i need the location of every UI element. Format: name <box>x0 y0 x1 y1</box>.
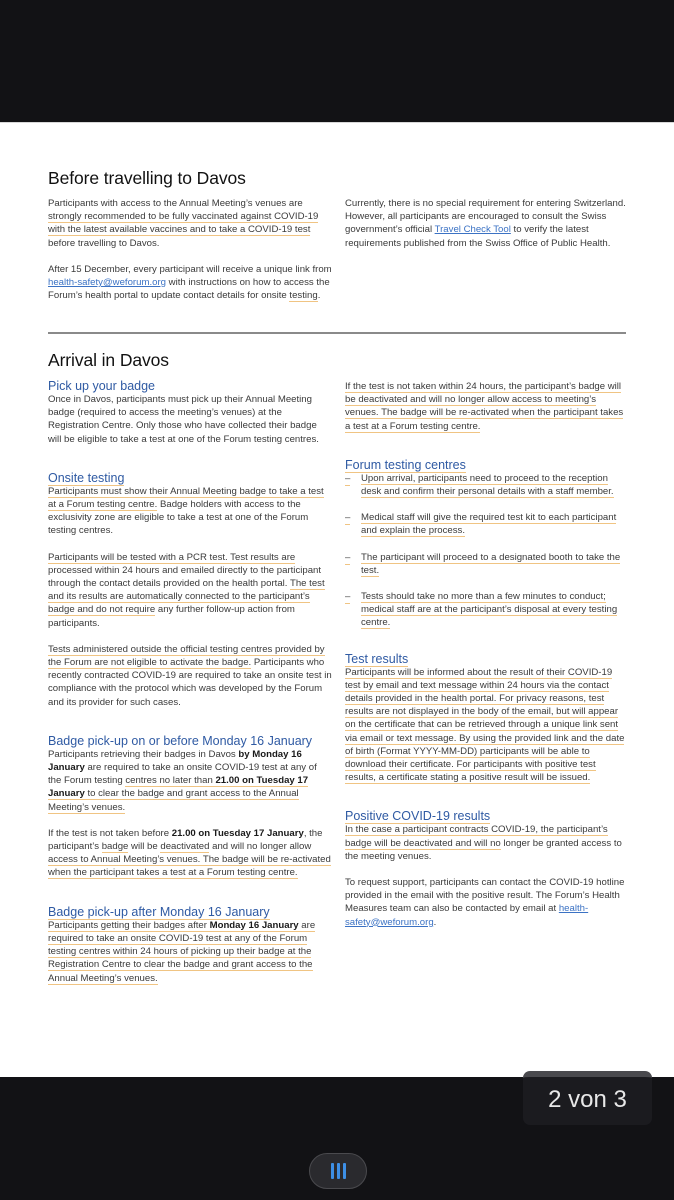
health-safety-email-link[interactable]: health-safety@weforum.org <box>48 277 166 289</box>
heading-badge-before-monday: Badge pick-up on or before Monday 16 January <box>48 733 313 748</box>
testing-step-4: – Tests should take no more than a few minutes to conduct; medical staff are at the participant’s disposal at every testing centre. <box>345 591 618 629</box>
heading-pick-up-badge: Pick up your badge <box>48 379 156 393</box>
thumbnails-icon-bar <box>343 1163 346 1179</box>
document-page <box>0 122 674 1077</box>
thumbnails-button[interactable] <box>309 1153 367 1189</box>
badge-before-monday-p2: If the test is not taken before 21.00 on Tuesday 17 January, the participant’s badge will be deactivated and will no longer allow access to Annual Meeting’s venues. The badge will be re-activated when the participant takes a test at a Forum testing centre. <box>48 827 331 879</box>
thumbnails-icon <box>331 1163 334 1179</box>
heading-test-results: Test results <box>345 651 409 666</box>
heading-forum-testing-centres: Forum testing centres <box>345 457 466 472</box>
health-safety-email-link-2[interactable]: health-safety@weforum.org <box>345 903 589 928</box>
positive-results-p1: In the case a participant contracts COVID-19, the participant’s badge will be deactivated and will no longer be granted access to the meeting venues. <box>345 824 622 862</box>
section-title-arrival: Arrival in Davos <box>48 350 169 370</box>
arrival-left-column <box>48 379 332 985</box>
vaccination-paragraph: Participants with access to the Annual Meeting’s venues are strongly recommended to be fully vaccinated against COVID-19 with the latest available vaccines and to take a COVID-19 test before travelling to Davos. <box>48 198 319 249</box>
before-left-column <box>48 197 332 302</box>
swiss-requirements-paragraph: Currently, there is no special requirement for entering Switzerland. However, all participants are encouraged to consult the Swiss government’s official Travel Check Tool to verify the latest requirements published from the Swiss Office of Public Health. <box>345 198 626 249</box>
heading-onsite-testing: Onsite testing <box>48 470 125 485</box>
testing-step-1: – Upon arrival, participants need to proceed to the reception desk and confirm their personal details with a staff member. <box>345 472 614 498</box>
testing-step-2: – Medical staff will give the required test kit to each participant and explain the process. <box>345 512 617 537</box>
unique-link-paragraph: After 15 December, every participant will receive a unique link from health-safety@weforum.org with instructions on how to access the Forum’s health portal to update contact details for onsite testing. <box>48 263 332 302</box>
viewer-top-bar <box>0 0 674 122</box>
travel-check-tool-link[interactable]: Travel Check Tool <box>434 224 511 236</box>
badge-after-monday-p1: Participants getting their badges after Monday 16 January are required to take an onsite COVID-19 test at any of the Forum testing centres within 24 hours of picking up their badge at the Registration Centre to clear the badge and grant access to the Annual Meeting’s venues. <box>48 919 316 984</box>
page-indicator: 2 von 3 <box>523 1071 652 1125</box>
before-right-column <box>345 197 629 250</box>
heading-badge-after-monday: Badge pick-up after Monday 16 January <box>48 904 270 919</box>
badge-before-monday-p1: Participants retrieving their badges in Davos by Monday 16 January are required to take an onsite COVID-19 test at any of the Forum testing centres no later than 21.00 on Tuesday 17 January to clear the badge and grant access to the Annual Meeting’s venues. <box>48 748 317 813</box>
onsite-testing-p2: Participants will be tested with a PCR test. Test results are processed within 24 hours and emailed directly to the participant through the contact details provided on the health portal. The test and its results are automatically connected to the participant’s badge and do not require any further follow-up action from participants. <box>48 551 325 629</box>
heading-positive-results: Positive COVID-19 results <box>345 809 491 824</box>
positive-results-p2: To request support, participants can contact the COVID-19 hotline provided in the email with the positive result. The Forum’s Health Measures team can also be contacted by email at health-safety@weforum.org. <box>345 877 625 928</box>
pick-up-badge-text: Once in Davos, participants must pick up their Annual Meeting badge (required to access the meeting’s venues) at the Registration Centre. Only those who have collected their badge will be eligible to take a test at one of the Forum testing centres. <box>48 394 319 445</box>
thumbnails-icon-bar <box>337 1163 340 1179</box>
onsite-testing-p3: Tests administered outside the official testing centres provided by the Forum are not eligible to activate the badge. Participants who recently contracted COVID-19 are required to take an onsite test in compliance with the protocol which was developed by the Forum and its provider for such cases. <box>48 643 332 708</box>
onsite-testing-p1: Participants must show their Annual Meeting badge to take a test at a Forum testing centre. Badge holders with access to the exclusivity zone are eligible to take a test at one of the Forum testing centres. <box>48 485 324 537</box>
test-results-text: Participants will be informed about the result of their COVID-19 test by email and text message within 24 hours via the contact details provided in the health portal. For privacy reasons, test results are not displayed in the body of the email, but will appear on the certificate that can be retrieved through a unique link sent via email or text message. By using the provided link and the date of birth (Format YYYY-MM-DD) participants will be able to download their certificate. For participants with positive test results, a certificate stating a positive result will be issued. <box>345 666 625 784</box>
testing-step-3: – The participant will proceed to a designated booth to take the test. <box>345 551 621 576</box>
test-within-24h-text: If the test is not taken within 24 hours, the participant’s badge will be deactivated and will no longer allow access to meeting’s venues. The badge will be re-activated when the participant takes a test at a Forum testing centre. <box>345 381 624 432</box>
section-divider <box>48 332 626 334</box>
section-title-before-travelling: Before travelling to Davos <box>48 168 246 188</box>
arrival-right-column <box>345 380 629 929</box>
